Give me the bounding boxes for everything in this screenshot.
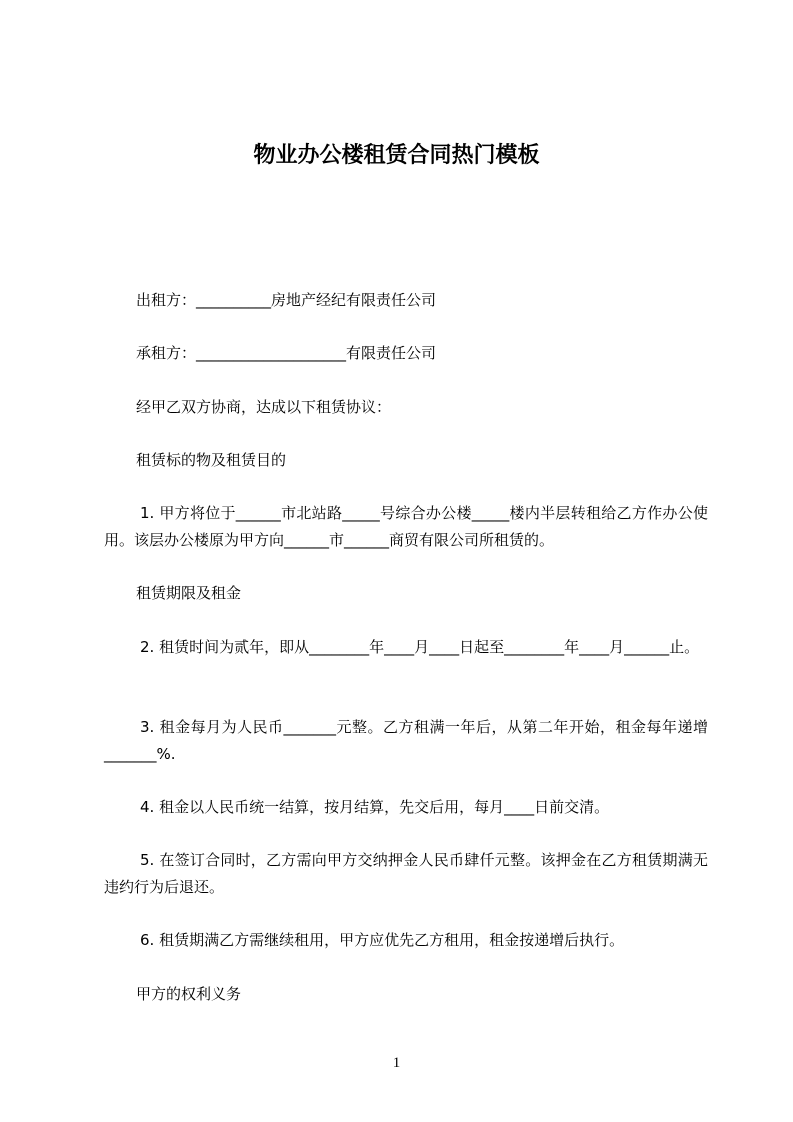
section-heading-lease-object: 租赁标的物及租赁目的 — [136, 451, 287, 469]
lessor-line: 出租方：__________房地产经纪有限责任公司 — [136, 291, 437, 309]
clause-1: 1. 甲方将位于______市北站路_____号综合办公楼_____楼内半层转租给乙方作办公使用。该层办公楼原为甲方向______市______商贸有限公司所租赁的。 — [104, 504, 708, 549]
lessee-line: 承租方：____________________有限责任公司 — [136, 344, 437, 362]
clause-5: 5. 在签订合同时，乙方需向甲方交纳押金人民币肆仟元整。该押金在乙方租赁期满无违约行为后退还。 — [104, 851, 708, 896]
clause-6: 6. 租赁期满乙方需继续租用，甲方应优先乙方租用，租金按递增后执行。 — [140, 931, 625, 949]
section-heading-lease-term: 租赁期限及租金 — [136, 584, 242, 602]
document-title: 物业办公楼租赁合同热门模板 — [253, 143, 540, 168]
clause-4: 4. 租金以人民币统一结算，按月结算，先交后用，每月____日前交清。 — [140, 798, 610, 816]
agreement-intro: 经甲乙双方协商，达成以下租赁协议： — [136, 398, 392, 416]
clause-2: 2. 租赁时间为贰年，即从________年____月____日起至________年____月______止。 — [140, 638, 700, 656]
page-number: 1 — [392, 1055, 401, 1071]
section-heading-lessor-rights: 甲方的权利义务 — [136, 985, 242, 1003]
clause-3: 3. 租金每月为人民币_______元整。乙方租满一年后，从第二年开始，租金每年递增_______%. — [104, 718, 708, 763]
